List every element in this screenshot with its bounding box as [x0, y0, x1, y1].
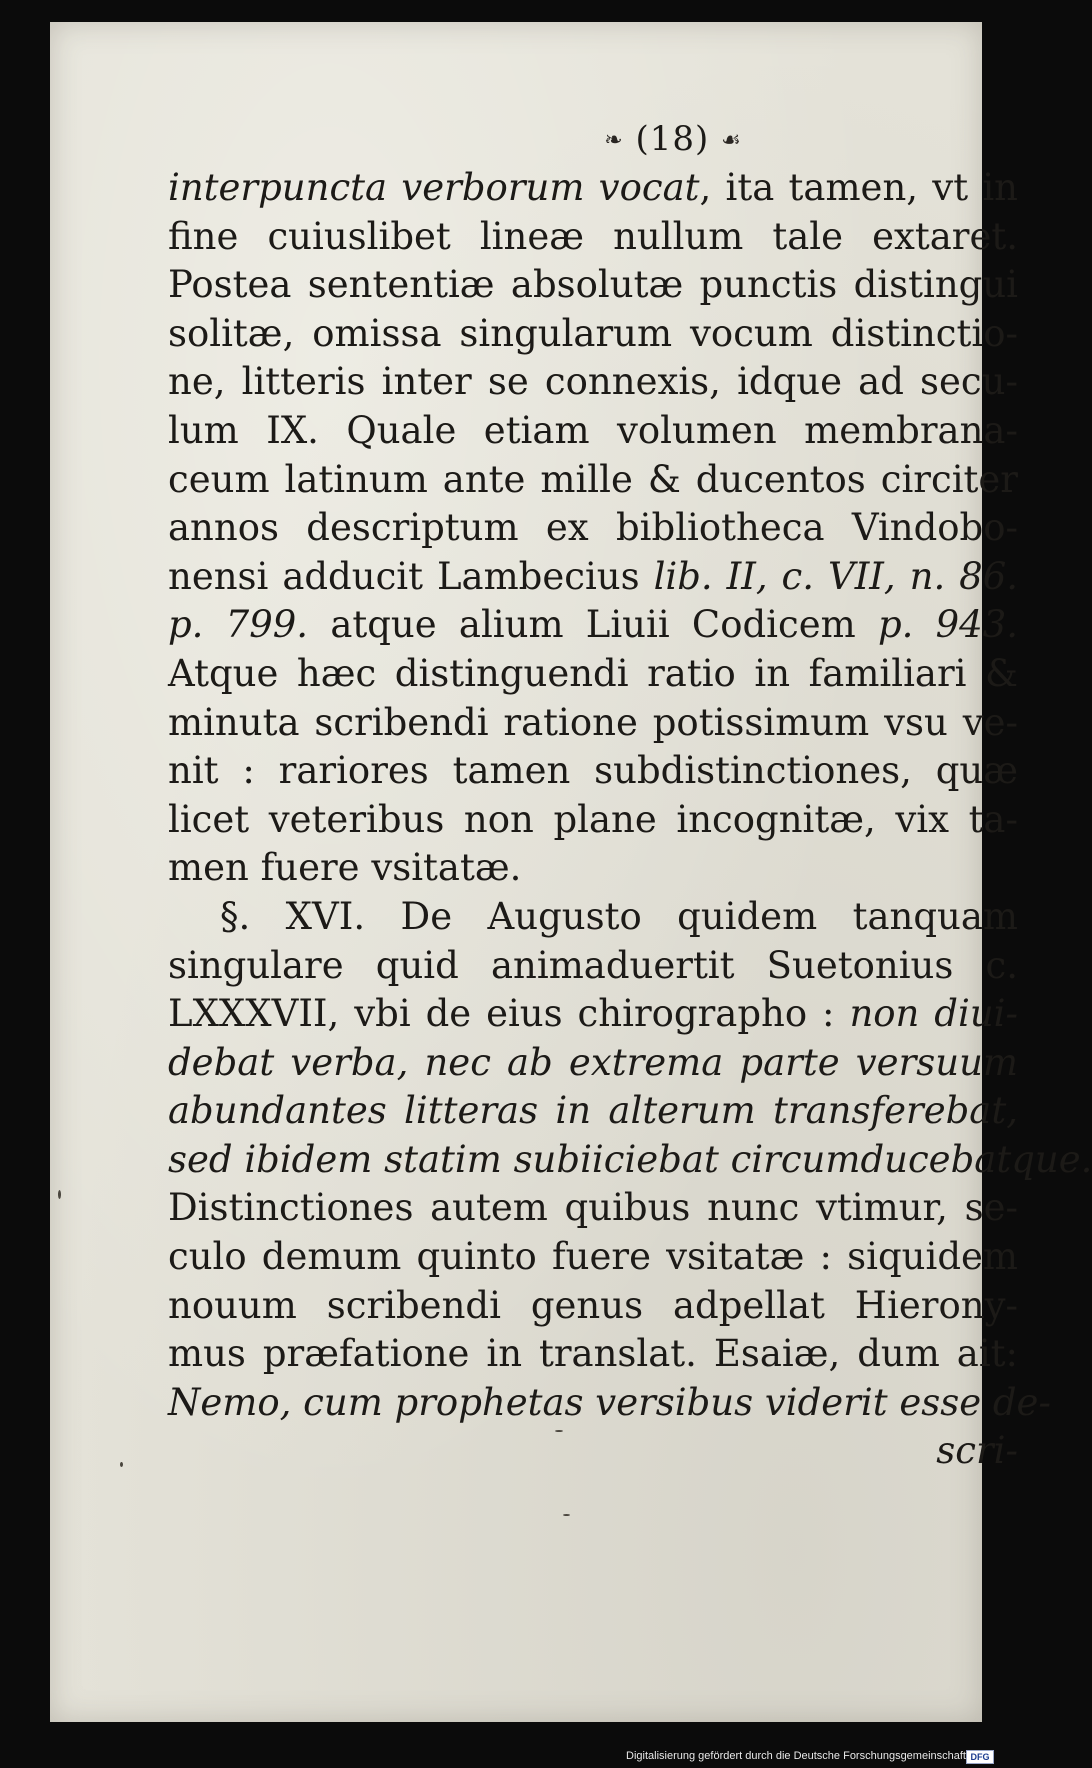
text-line [168, 1379, 1051, 1428]
text-line [168, 942, 1018, 991]
text-run: nit : rariores tamen subdistinctiones, quæ [168, 749, 1018, 793]
text-line [168, 504, 1018, 553]
page-text [168, 114, 1092, 1476]
text-line [168, 650, 1018, 699]
text-line [168, 1233, 1018, 1282]
text-line [168, 407, 1018, 456]
text-run: annos descriptum ex bibliotheca Vindobo- [168, 506, 1018, 550]
text-run: ceum latinum ante mille & ducentos circiter [168, 457, 1018, 501]
text-run: Distinctiones autem quibus nunc vtimur, se- [168, 1186, 1018, 1230]
digitization-credit: Digitalisierung gefördert durch die Deutsche Forschungsgemeinschaft [626, 1750, 966, 1762]
text-line [168, 358, 1018, 407]
scanned-page [50, 22, 1092, 1722]
ink-speck [555, 1430, 563, 1432]
text-run: Atque hæc distinguendi ratio in familiari & [168, 651, 1018, 695]
text-run: nouum scribendi genus adpellat Hierony- [168, 1283, 1018, 1327]
text-run: interpuncta verborum vocat [168, 166, 700, 209]
text-run: culo demum quinto fuere vsitatæ : siquidem [168, 1235, 1018, 1279]
ink-speck [563, 1514, 570, 1516]
ink-speck [120, 1462, 123, 1467]
text-run: licet veteribus non plane incognitæ, vix ta- [168, 797, 1018, 841]
text-lines [168, 164, 1092, 1476]
text-run: sed ibidem statim subiiciebat circumducebatque. [168, 1137, 1092, 1181]
text-run: LXXXVII, vbi de eius chirographo : [168, 992, 850, 1036]
text-run: p. 943. [877, 603, 1019, 647]
text-run: Nemo, cum prophetas versibus viderit esse de- [168, 1380, 1051, 1424]
text-line [168, 1427, 1018, 1476]
text-line [168, 310, 1018, 359]
left-ornament-icon: ❧ [604, 128, 624, 153]
text-line [168, 1184, 1018, 1233]
text-line [168, 699, 1018, 748]
text-run: lum IX. Quale etiam volumen membrana- [168, 408, 1018, 452]
text-line [168, 1282, 1018, 1331]
text-run: scri- [936, 1429, 1018, 1473]
text-run: , ita tamen, vt in [699, 166, 1018, 209]
page-number-header [328, 114, 1018, 164]
ink-speck [58, 1190, 61, 1199]
text-line [168, 1136, 1092, 1185]
text-run: men fuere vsitatæ. [168, 846, 522, 890]
text-line [168, 747, 1018, 796]
text-line [168, 164, 1018, 213]
text-run: debat verba, nec ab extrema parte versuum [168, 1040, 1018, 1084]
text-line [168, 1330, 1018, 1379]
text-run: Postea sententiæ absolutæ punctis distingui [168, 263, 1018, 307]
text-line [168, 456, 1018, 505]
right-ornament-icon: ☙ [721, 128, 742, 153]
text-run: singulare quid animaduertit Suetonius c. [168, 943, 1018, 987]
dfg-logo: DFG [966, 1750, 994, 1764]
text-line [168, 553, 1018, 602]
text-line [168, 213, 1018, 262]
text-line [168, 1087, 1018, 1136]
text-run: nensi adducit Lambecius [168, 554, 654, 598]
text-run: mus præfatione in translat. Esaiæ, dum ait: [168, 1332, 1018, 1376]
text-run: abundantes litteras in alterum transferebat, [168, 1089, 1018, 1133]
text-line [168, 893, 1018, 942]
text-line [168, 990, 1018, 1039]
page-number: (18) [635, 119, 710, 159]
text-line [168, 261, 1018, 310]
text-run: solitæ, omissa singularum vocum distinctio- [168, 311, 1018, 355]
text-line [168, 601, 1018, 650]
text-run: fine cuiuslibet lineæ nullum tale extaret. [168, 214, 1018, 258]
text-line [168, 844, 1018, 893]
text-run: §. XVI. De Augusto quidem tanquam [220, 894, 1018, 938]
text-run: ne, litteris inter se connexis, idque ad secu- [168, 360, 1018, 404]
text-run: non diui- [849, 992, 1018, 1036]
text-line [168, 1039, 1018, 1088]
text-run: lib. II, c. VII, n. 86. [653, 554, 1019, 598]
text-run: minuta scribendi ratione potissimum vsu ve- [168, 700, 1018, 744]
text-line [168, 796, 1018, 845]
text-run: p. 799. [168, 603, 309, 647]
text-run: atque alium Liuii Codicem [308, 603, 878, 647]
